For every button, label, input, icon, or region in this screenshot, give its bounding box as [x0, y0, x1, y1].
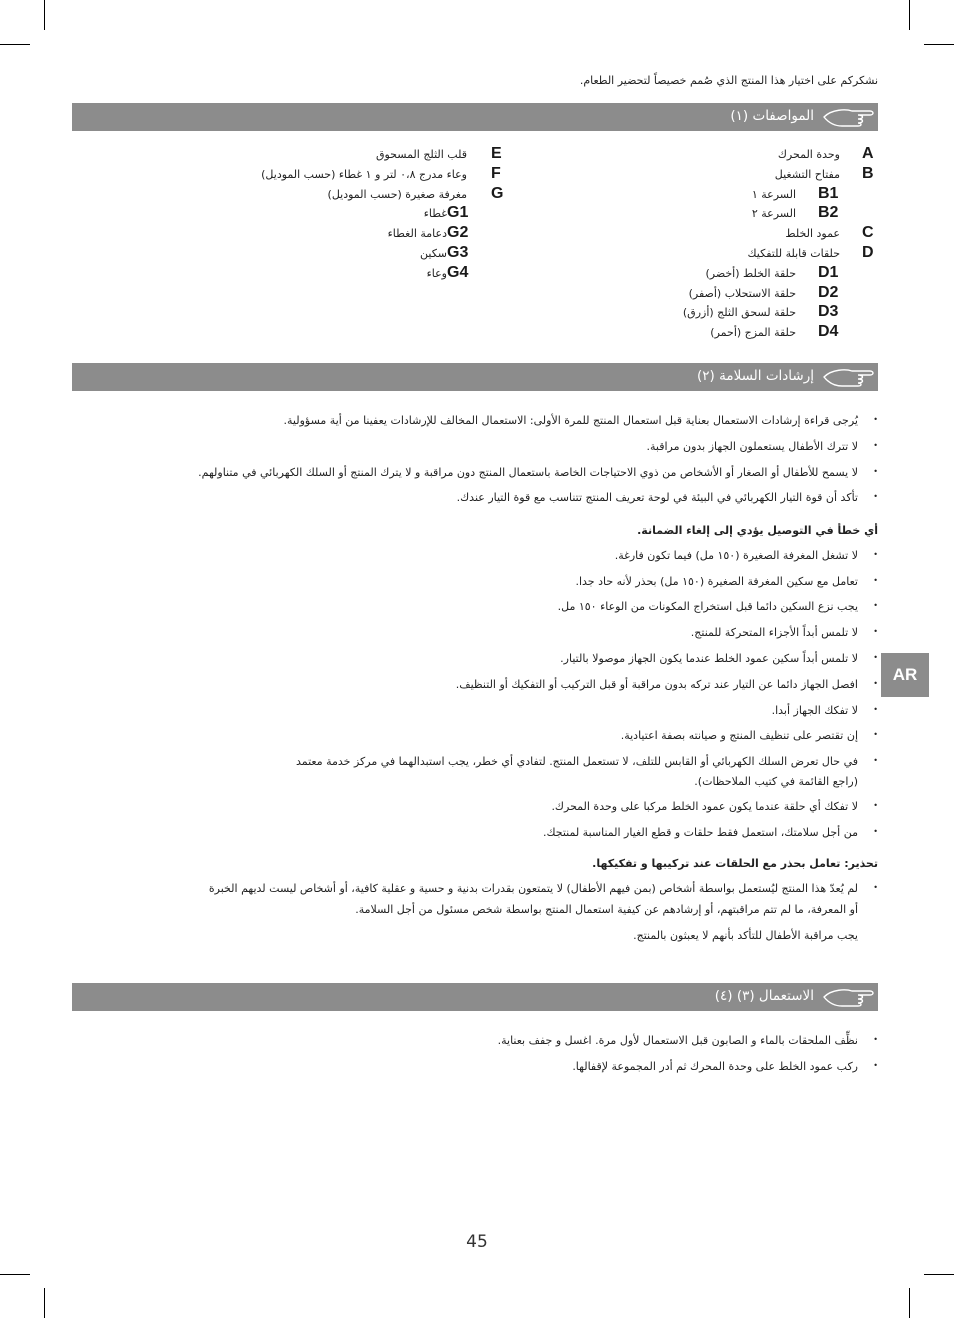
pointing-hand-icon [818, 103, 878, 131]
part-label: حلقة المزج (أحمر) [710, 326, 796, 340]
part-code: B [862, 164, 874, 182]
part-label: حلقة الخلط (أخضر) [705, 266, 796, 280]
part-code: G2 [447, 224, 469, 242]
part-label: مغرفة صغيرة (حسب الموديل) [327, 187, 467, 201]
crop-mark [0, 44, 30, 45]
part-code: G [491, 184, 504, 202]
page-number: 45 [466, 1232, 488, 1252]
part-code: B1 [818, 184, 839, 202]
part-label: وعاء [426, 266, 447, 280]
part-code: C [862, 224, 874, 242]
part-label: حلقة الاستحلاب (أصفر) [688, 286, 796, 300]
intro-text: نشكركم على اختيار هذا المنتج الذي صُمم خصيصاً لتحضير الطعام. [579, 74, 878, 87]
part-label: غطاء [423, 207, 447, 221]
part-code: G1 [447, 204, 469, 222]
part-code: E [491, 145, 502, 162]
section-title: الاستعمال (٣) (٤) [714, 988, 814, 1004]
part-code: F [491, 164, 501, 182]
crop-mark [0, 1274, 30, 1275]
part-label: حلقة لسحق الثلج (أزرق) [682, 306, 796, 320]
part-label: حلقات قابلة للتفكيك [747, 247, 840, 260]
crop-mark [44, 1288, 45, 1318]
crop-mark [909, 1288, 910, 1318]
part-code: D4 [818, 323, 839, 341]
part-code: A [862, 145, 874, 162]
part-code: G4 [447, 263, 469, 281]
part-code: G3 [447, 244, 469, 261]
section-band-use [72, 983, 878, 1011]
crop-mark [924, 44, 954, 45]
part-label: السرعة ٢ [751, 207, 796, 221]
crop-mark [44, 0, 45, 30]
section-title: إرشادات السلامة (٢) [697, 368, 814, 384]
part-label: سكين [420, 247, 447, 260]
pointing-hand-icon [818, 983, 878, 1011]
part-label: السرعة ١ [751, 187, 796, 201]
part-label: دعامة الغطاء [387, 227, 447, 241]
part-label: وعاء مدرج ٠،٨ لتر و ١ غطاء (حسب الموديل) [261, 167, 467, 181]
part-label: وحدة المحرك [777, 148, 840, 161]
part-label: مفتاح التشغيل [774, 167, 840, 181]
section-band-parts [72, 103, 878, 131]
section-band-safety [72, 363, 878, 391]
part-label: عمود الخلط [785, 227, 840, 241]
crop-mark [924, 1274, 954, 1275]
part-code: D3 [818, 303, 839, 321]
crop-mark [909, 0, 910, 30]
section-title: المواصفات (١) [730, 108, 814, 124]
part-label: قلب الثلج المسحوق [375, 148, 467, 161]
language-tab: AR [881, 653, 929, 697]
part-code: D [862, 244, 874, 261]
part-code: B2 [818, 204, 839, 222]
pointing-hand-icon [818, 363, 878, 391]
part-code: D2 [818, 283, 839, 301]
subheading: أي خطأ في التوصيل يؤدي إلى إلغاء الضمانة. [637, 524, 878, 537]
part-code: D1 [818, 263, 839, 281]
subheading: تحذير: تعامل بحذر مع الحلقات عند تركيبها و تفكيكها. [592, 857, 878, 870]
